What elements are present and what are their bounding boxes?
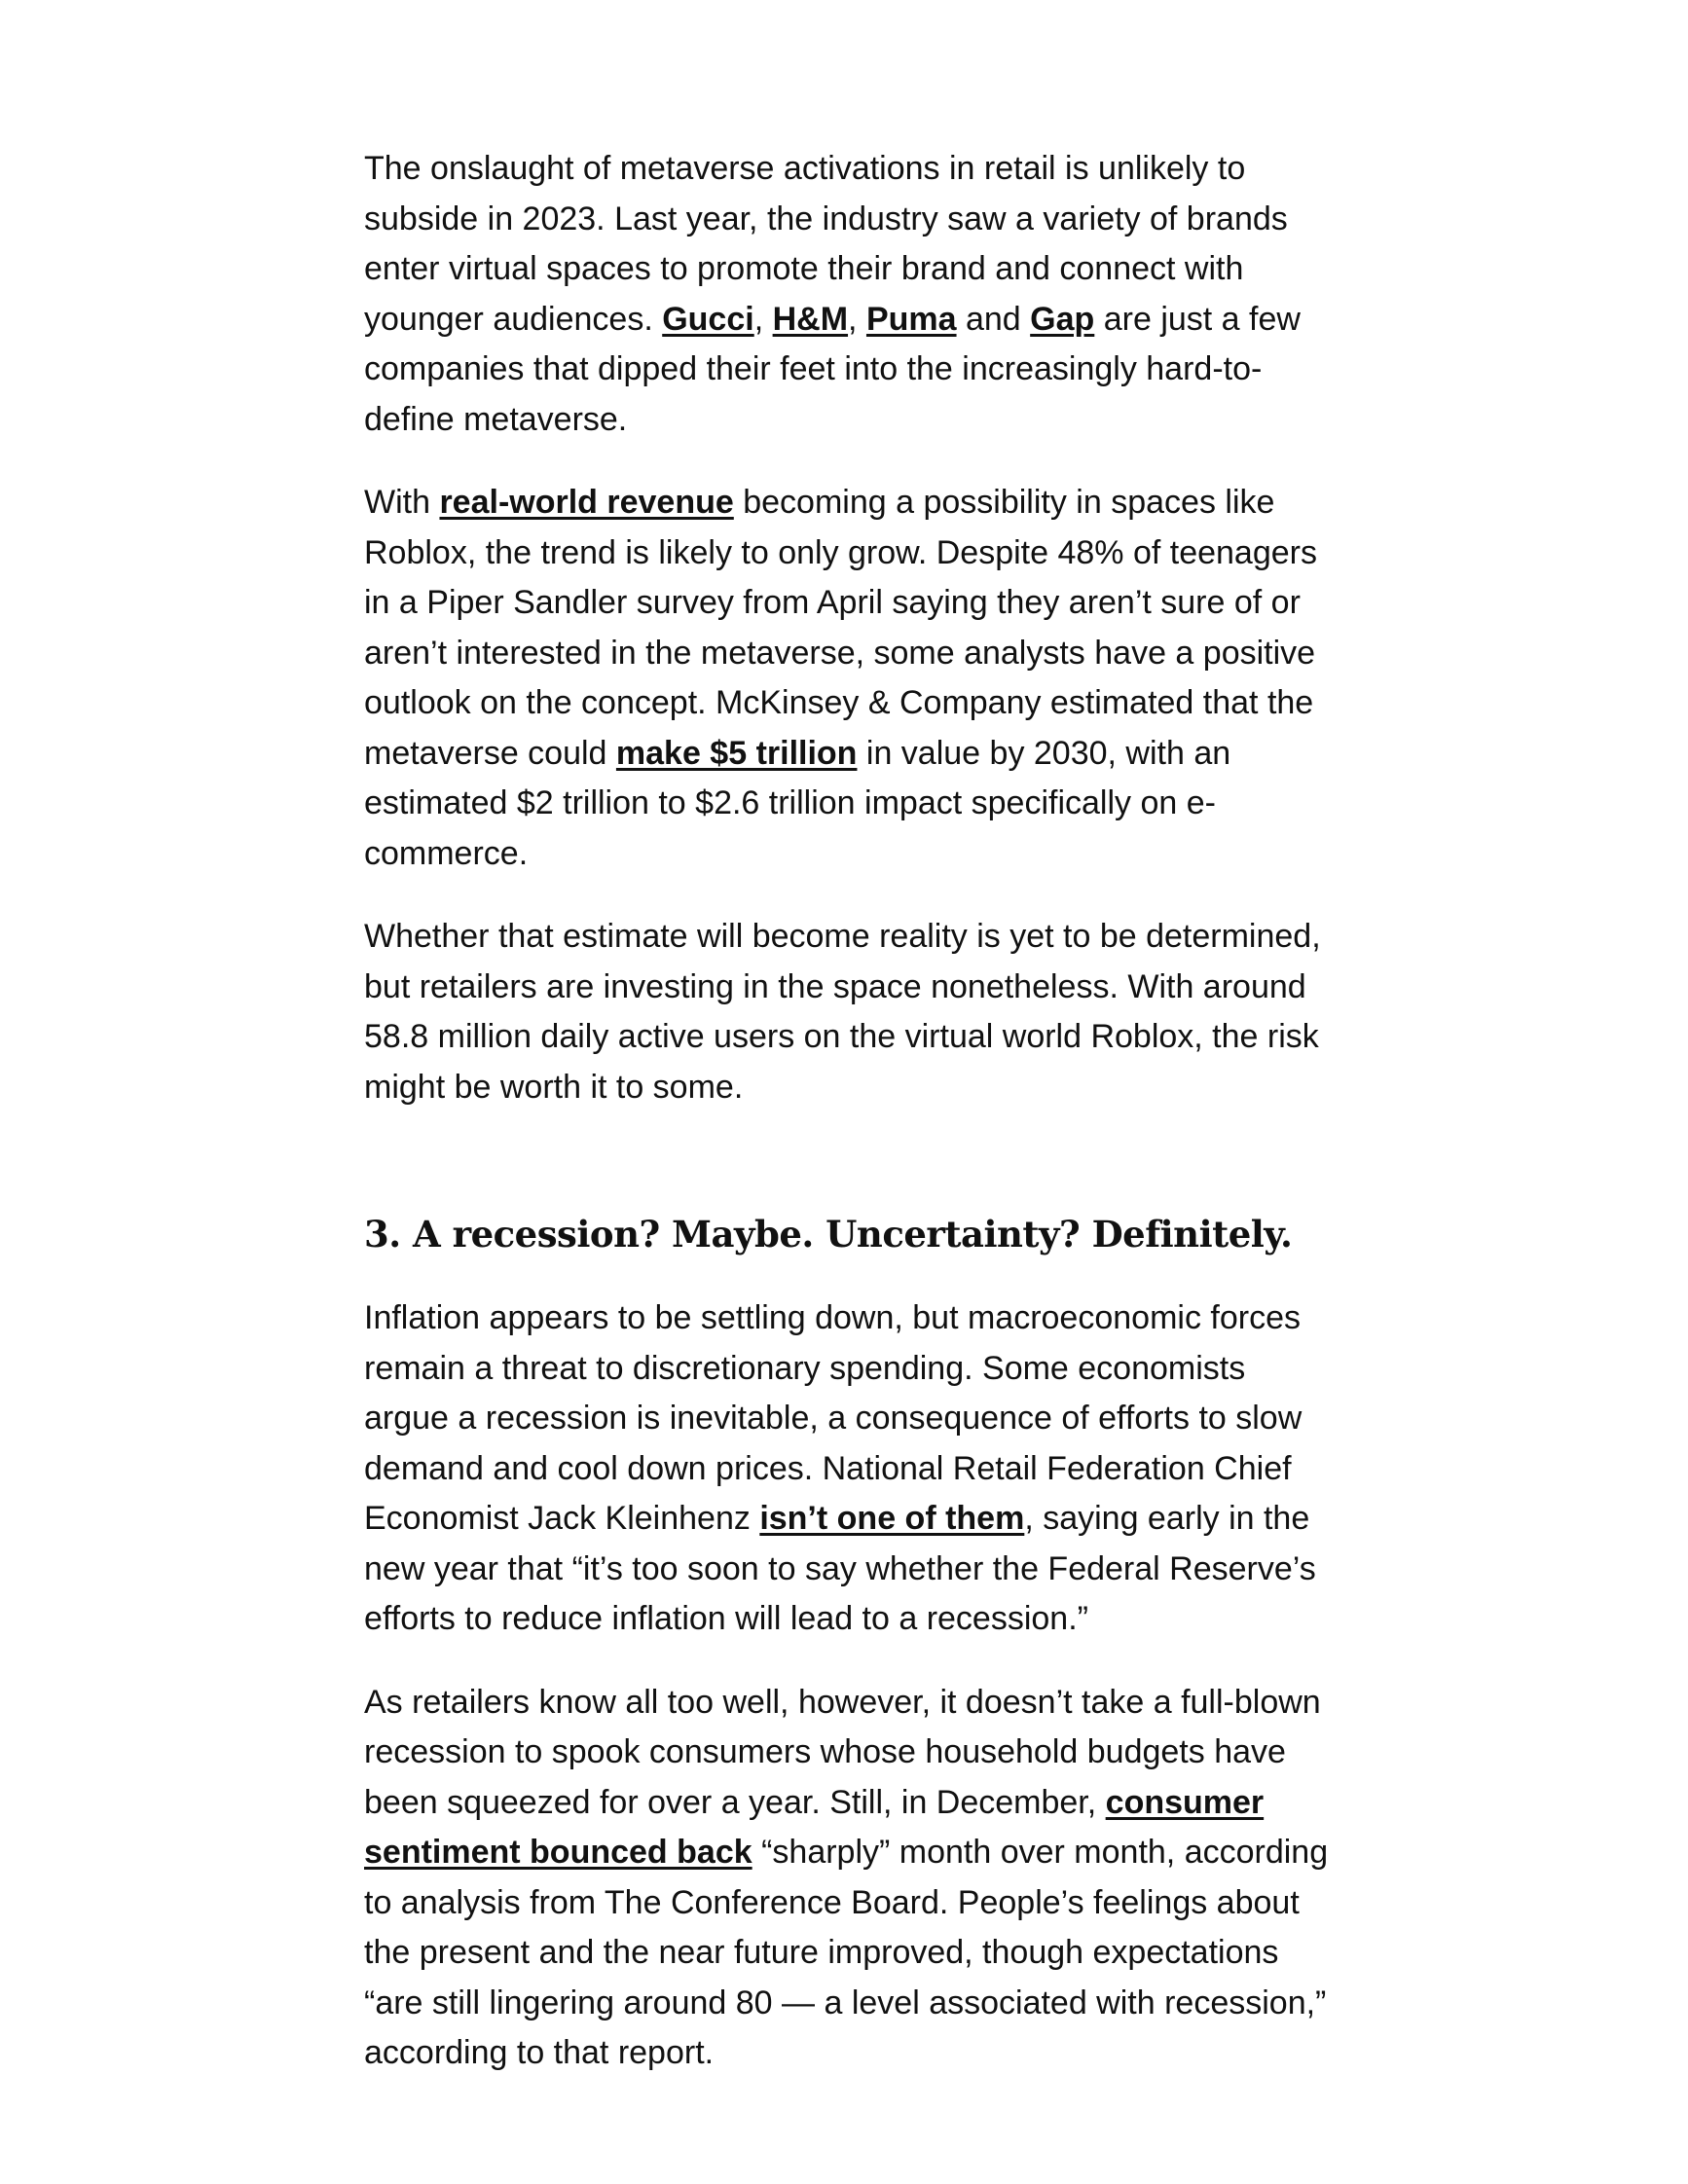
- paragraph-text: in value by 2030, with an estimated $2 trillion to $2.6 trillion impact specifically on e-commerce.: [364, 734, 1231, 872]
- paragraph-text: As retailers know all too well, however, it doesn’t take a full-blown recession to spook consumers whose household budgets have been squeezed for over a year. Still, in December,: [364, 1683, 1321, 1821]
- paragraph-consumer-sentiment: [364, 1678, 1338, 2079]
- link-hm[interactable]: H&M: [772, 300, 849, 338]
- paragraph-roblox-users: [364, 912, 1338, 1112]
- paragraph-text: , saying early in the new year that “it’s too soon to say whether the Federal Reserve’s efforts to reduce inflation will lead to a recession.”: [364, 1500, 1316, 1637]
- paragraph-metaverse-activations: [364, 144, 1338, 445]
- section-heading: 3. A recession? Maybe. Uncertainty? Definitely.: [364, 1213, 1293, 1256]
- paragraph-text: The onslaught of metaverse activations in retail is unlikely to subside in 2023. Last year, the industry saw a variety of brands enter virtual spaces to promote their brand and connect with younger audiences.: [364, 150, 1288, 338]
- link-real-world-revenue[interactable]: real-world revenue: [439, 484, 734, 521]
- paragraph-text: With: [364, 484, 440, 521]
- paragraph-text: ,: [848, 300, 866, 338]
- paragraph-real-world-revenue: [364, 478, 1338, 879]
- link-make-5-trillion[interactable]: make $5 trillion: [615, 734, 858, 772]
- link-consumer-sentiment[interactable]: consumer sentiment bounced back: [364, 1783, 1265, 1871]
- link-gap[interactable]: Gap: [1030, 300, 1095, 338]
- link-puma[interactable]: Puma: [865, 300, 957, 338]
- paragraph-text: ,: [753, 300, 773, 338]
- paragraph-inflation: [364, 1293, 1338, 1645]
- article-body: [364, 144, 1338, 2079]
- paragraph-text: “sharply” month over month, according to analysis from The Conference Board. People’s feelings about the present and the near future improved, though expectations “are still lingering around 80 — a level associated with recession,” according to that report.: [364, 1834, 1329, 2071]
- link-gucci[interactable]: Gucci: [662, 300, 754, 338]
- link-isnt-one-of-them[interactable]: isn’t one of them: [759, 1500, 1025, 1537]
- paragraph-text: are just a few companies that dipped their feet into the increasingly hard-to-define metaverse.: [364, 300, 1301, 438]
- paragraph-text: Whether that estimate will become reality is yet to be determined, but retailers are investing in the space nonetheless. With around 58.8 million daily active users on the virtual world Roblox, the risk might be worth it to some.: [364, 918, 1321, 1106]
- paragraph-text: and: [956, 300, 1031, 338]
- paragraph-text: Inflation appears to be settling down, but macroeconomic forces remain a threat to discretionary spending. Some economists argue a recession is inevitable, a consequence of efforts to slow demand and cool down prices. National Retail Federation Chief Economist Jack Kleinhenz: [364, 1299, 1303, 1537]
- paragraph-text: becoming a possibility in spaces like Roblox, the trend is likely to only grow. Despite 48% of teenagers in a Piper Sandler survey from April saying they aren’t sure of or aren’t interested in the metaverse, some analysts have a positive outlook on the concept. McKinsey & Company estimated that the metaverse could: [364, 484, 1317, 772]
